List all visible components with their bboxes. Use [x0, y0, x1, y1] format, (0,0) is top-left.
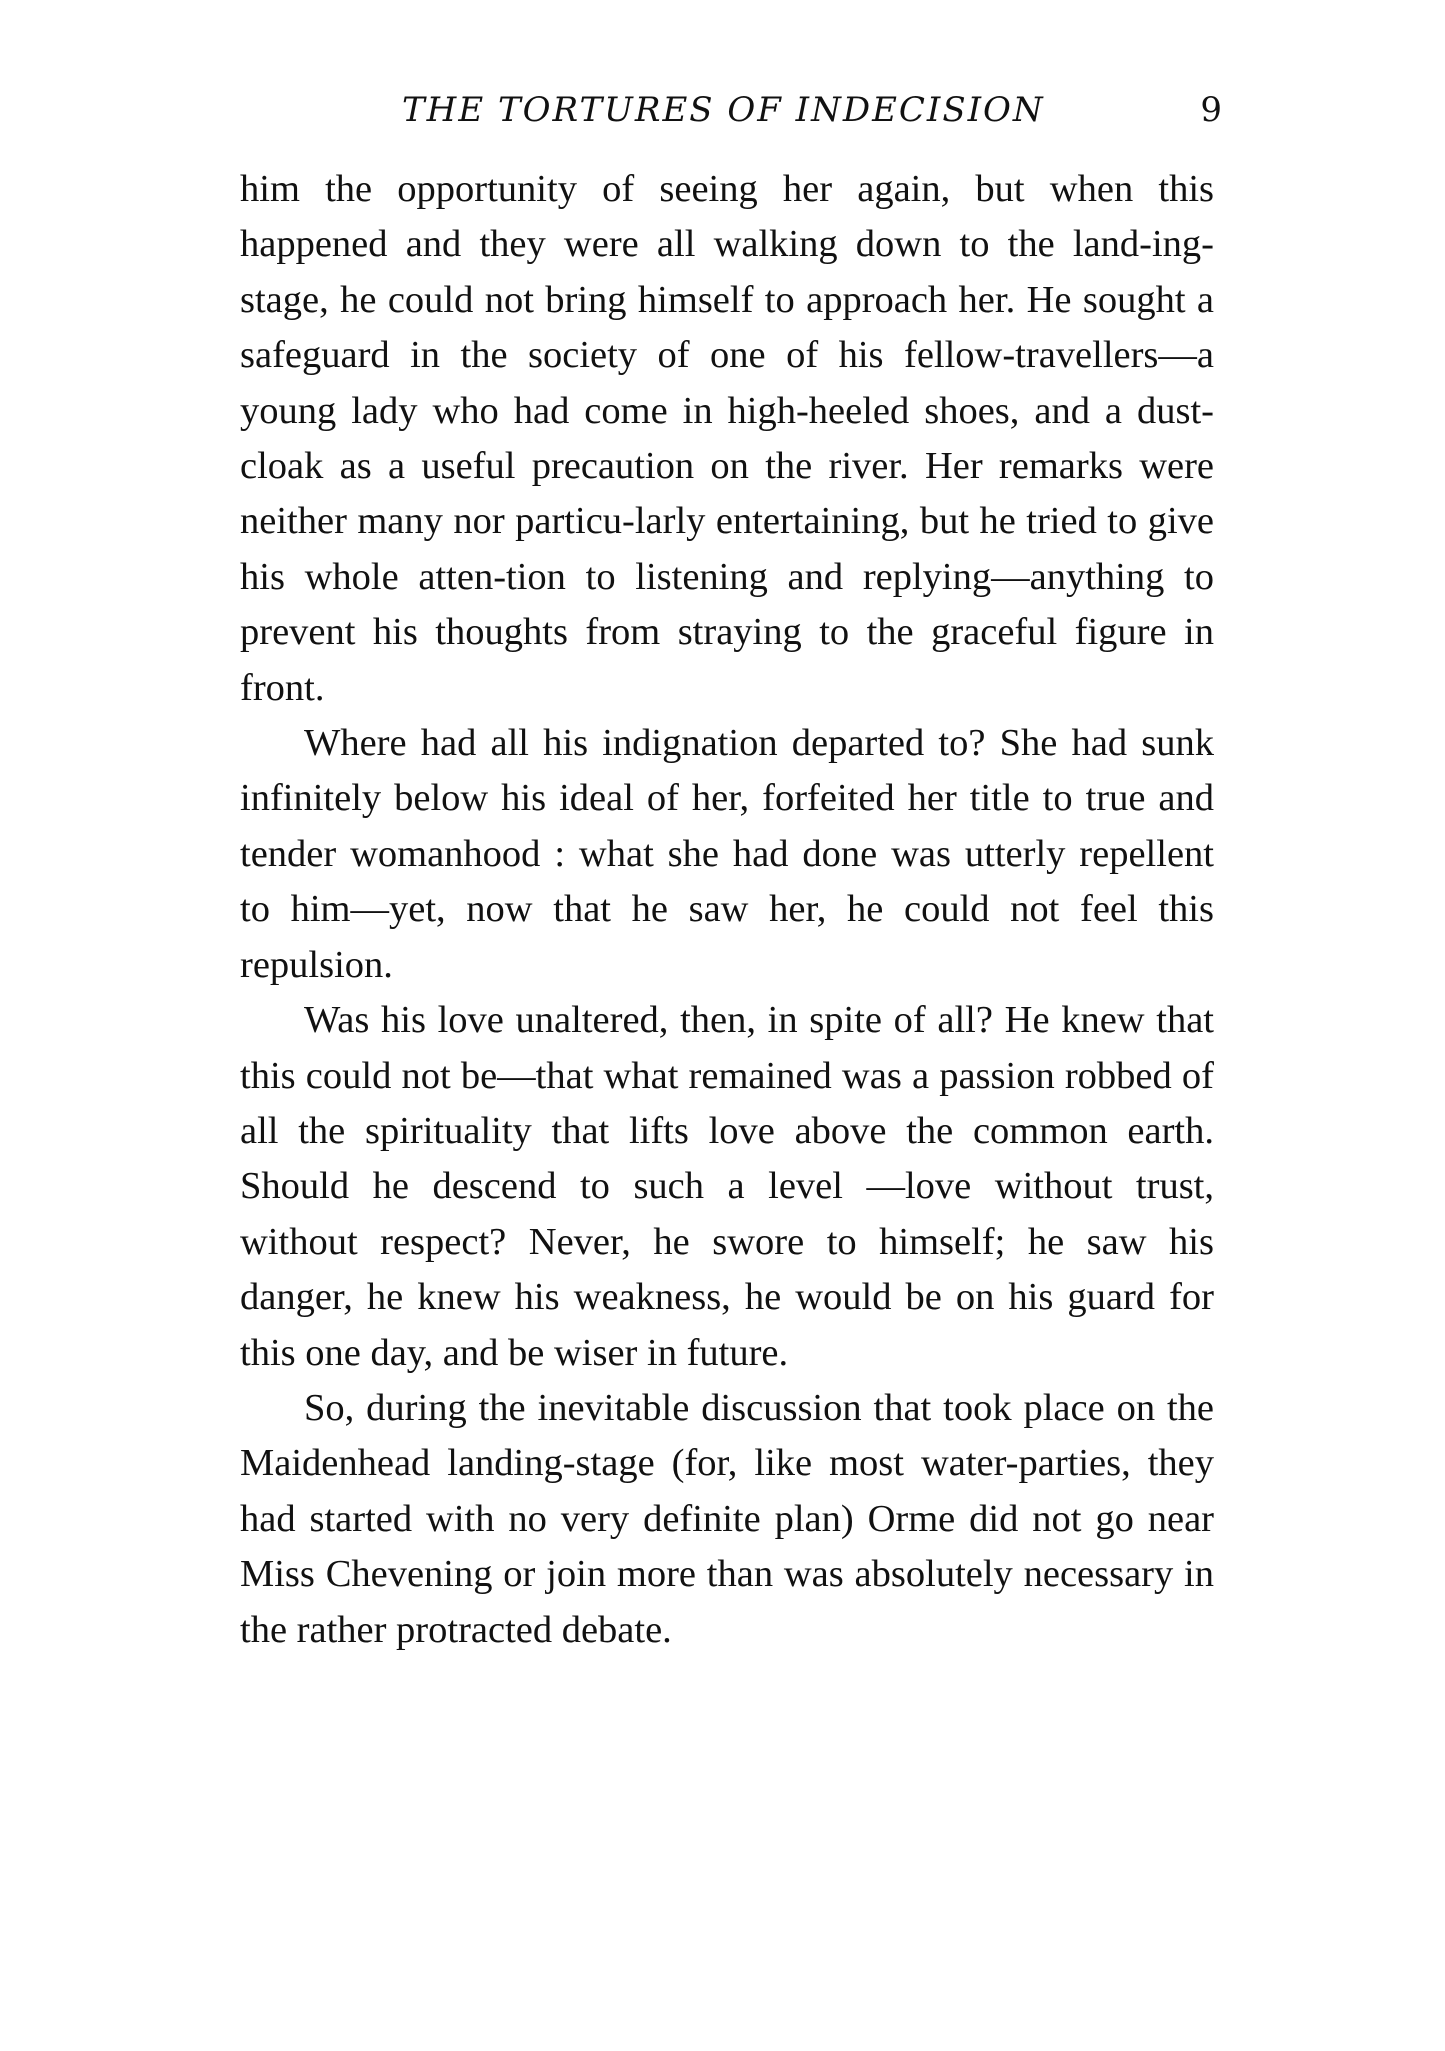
running-title: THE TORTURES OF INDECISION: [402, 90, 1045, 130]
body-text: [240, 162, 1214, 1658]
paragraph-continued: him the opportunity of seeing her again, but when this happened and they were all walking down to the land-ing-stage, he could not bring himself to approach her. He sought a safeguard in the society of one of his fellow-travellers—a young lady who had come in high-heeled shoes, and a dust-cloak as a useful precaution on the river. Her remarks were neither many nor particu-larly entertaining, but he tried to give his whole atten-tion to listening and replying—anything to prevent his thoughts from straying to the graceful figure in front.: [240, 168, 1214, 709]
page-number: 9: [1200, 90, 1222, 130]
paragraph-indignation: Where had all his indignation departed to? She had sunk infinitely below his ideal of her, forfeited her title to true and tender womanhood : what she had done was utterly repellent to him—yet, now that he saw her, he could not feel this repulsion.: [240, 722, 1214, 986]
paragraph-love-unaltered: Was his love unaltered, then, in spite of all? He knew that this could not be—that what remained was a passion robbed of all the spirituality that lifts love above the common earth. Should he descend to such a level —love without trust, without respect? Never, he swore to himself; he saw his danger, he knew his weakness, he would be on his guard for this one day, and be wiser in future.: [240, 999, 1214, 1374]
running-head: [240, 88, 1240, 132]
paragraph-landing-stage: So, during the inevitable discussion that took place on the Maidenhead landing-stage (for, like most water-parties, they had started with no very definite plan) Orme did not go near Miss Chevening or join more than was absolutely necessary in the rather protracted debate.: [240, 1386, 1214, 1651]
